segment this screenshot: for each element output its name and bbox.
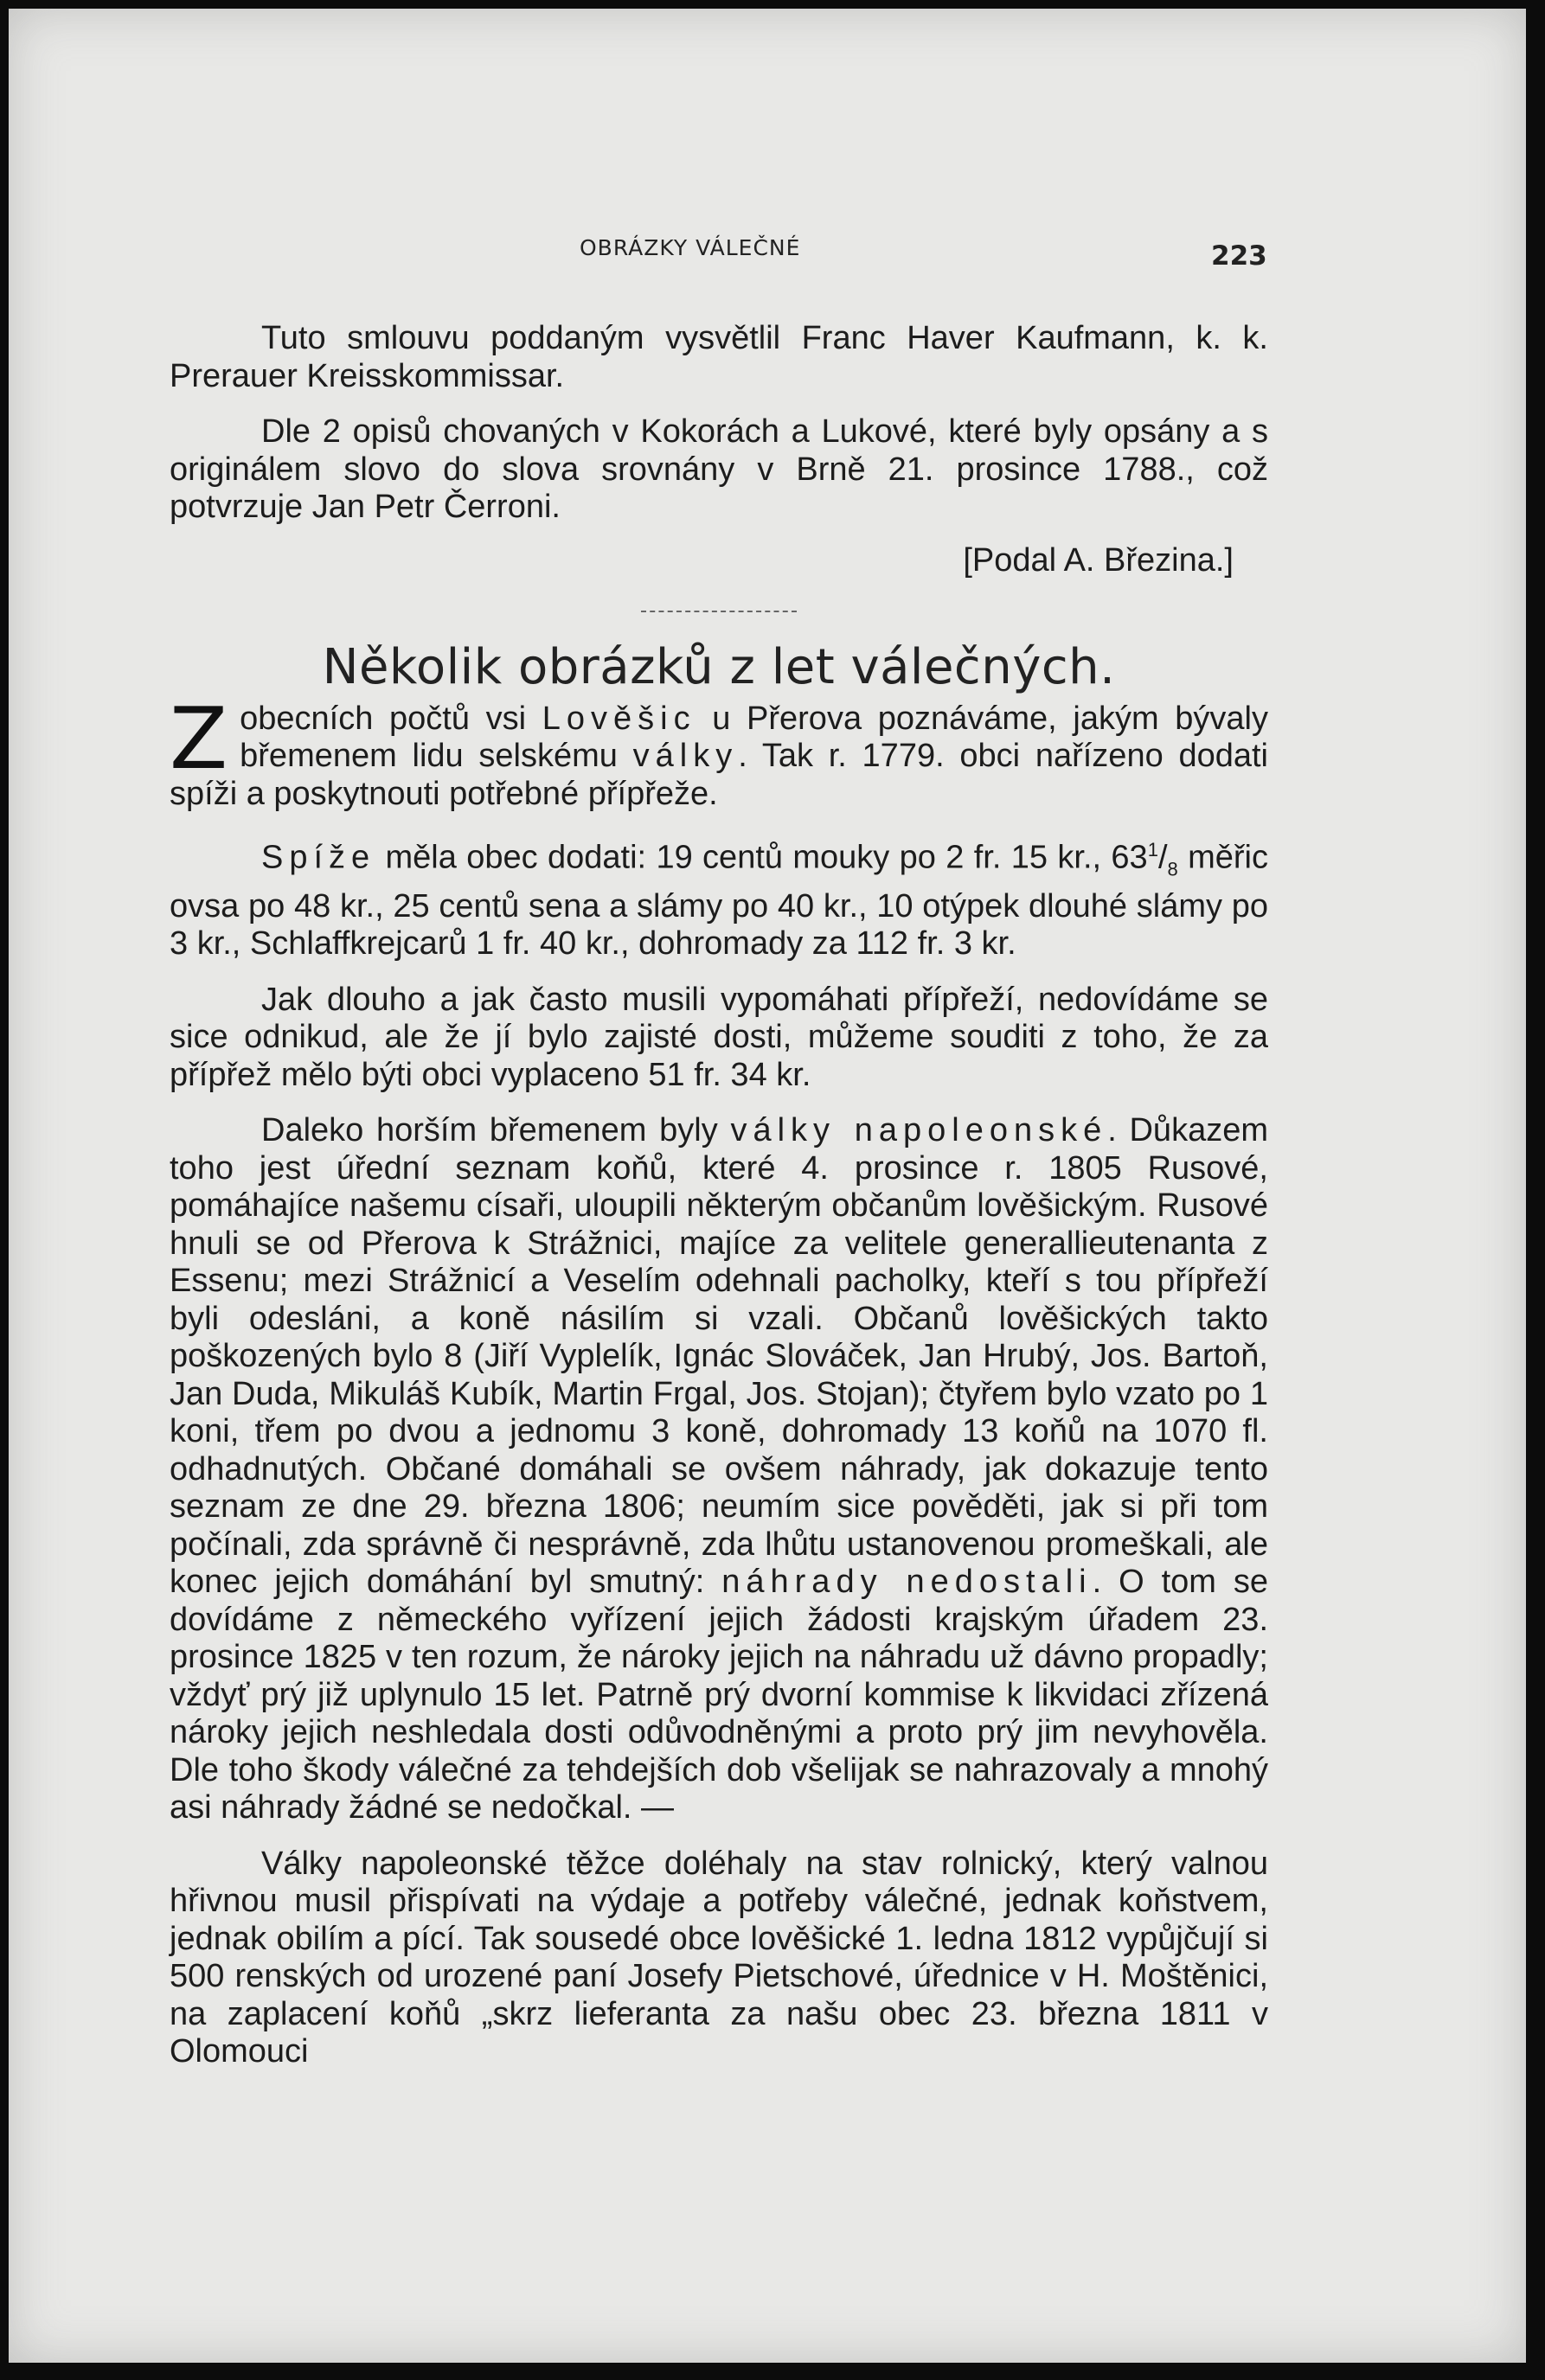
section-divider	[641, 611, 797, 612]
p2-text-b: měřic ovsa po 48 kr., 25 centů sena a slámy po 40 kr., 10 otýpek dlouhé slámy po 3 kr., Schlaffkrejcarů 1 fr. 40 kr., dohromady za 112 fr. 3 kr.	[170, 839, 1268, 963]
p4-text-a: Daleko horším břemenem byly	[261, 1112, 731, 1149]
p2-fraction-denominator: 8	[1167, 858, 1178, 880]
section-paragraph-4	[170, 1112, 1268, 1827]
p4-text-b: . Důkazem toho jest úřední seznam koňů, které 4. prosince r. 1805 Rusové, pomáhajíce našemu císaři, uloupili některým občanům lověšickým. Rusové hnuli se od Přerova k Strážnici, majíce za velitele generallieutenanta z Essenu; mezi Strážnicí a Veselím odehnali pacholky, kteří s tou přípřeží byli odesláni, a koně násilím si vzali. Občanů lověšických takto poškozených bylo 8 (Jiří Vyplelík, Ignác Slováček, Jan Hrubý, Jos. Bartoň, Jan Duda, Mikuláš Kubík, Martin Frgal, Jos. Stojan); čtyřem bylo vzato po 1 koni, třem po dvou a jednomu 3 koně, dohromady 13 koňů na 1070 fl. odhadnutých. Občané domáhali se ovšem náhrady, jak dokazuje tento seznam ze dne 29. března 1806; neumím sice pověděti, jak si při tom počínali, zda správně či nesprávně, zda lhůtu ustanovenou promeškali, ale konec jejich domáhání byl smutný:	[170, 1112, 1268, 1601]
p2-spize: Spíže	[261, 839, 376, 876]
section-paragraph-5: Války napoleonské těžce doléhaly na stav rolnický, který valnou hřivnou musil přispívati na výdaje a potřeby válečné, jednak koňstvem, jednak obilím a pící. Tak sousedé obce lověšické 1. ledna 1812 vypůjčují si 500 renských od urozené paní Josefy Pietschové, úřednice v H. Moštěnici, na zaplacení koňů „skrz lieferanta za našu obec 23. března 1811 v Olomouci	[170, 1845, 1268, 2070]
signature: [Podal A. Březina.]	[963, 541, 1234, 579]
section-title: Několik obrázků z let válečných.	[322, 639, 1116, 695]
p1-text-b: u Přerova poznáváme, jakým bývaly břemenem lidu selskému	[240, 700, 1268, 774]
p4-nahrady-nedostali: náhrady nedostali	[721, 1564, 1093, 1601]
section-paragraph-2: Spíže měla obec dodati: 19 centů mouky po 2 fr. 15 kr., $63^1/_8$ měřic ovsa po 48 kr., 25 centů sena a slámy po 40 kr., 10 otýpek dlouhé slámy po 3 kr., Schlaffkrejcarů 1 fr. 40 kr., dohromady za 112 fr. 3 kr.	[170, 839, 1268, 963]
section-paragraph-1	[170, 689, 1268, 814]
book-page	[9, 9, 1526, 2363]
p1-text-a: obecních počtů vsi	[240, 700, 542, 737]
drop-cap: Z	[170, 689, 228, 789]
p4-valky-napoleonske: války napoleonské	[730, 1112, 1108, 1149]
p2-text-a: měla obec dodati: 19 centů mouky po 2 fr. 15 kr., 63	[375, 839, 1148, 876]
p1-text-c: . Tak r. 1779. obci nařízeno dodati spíži a poskytnouti potřebné přípřeže.	[170, 738, 1268, 812]
page-body	[170, 320, 1268, 2071]
section-paragraph-3: Jak dlouho a jak často musili vypomáhati přípřeží, nedovídáme se sice odnikud, ale že jí bylo zajisté dosti, můžeme souditi z toho, že za přípřež mělo býti obci vyplaceno 51 fr. 34 kr.	[170, 981, 1268, 1093]
page-number: 223	[1211, 240, 1267, 272]
page-header	[9, 235, 1526, 270]
p1-valky: války	[632, 738, 739, 774]
p1-lovesic: Lověšic	[542, 700, 696, 737]
running-head: OBRÁZKY VÁLEČNÉ	[580, 235, 801, 260]
p2-fraction-numerator: 1	[1147, 839, 1158, 861]
intro-paragraph-2: Dle 2 opisů chovaných v Kokorách a Lukové, které byly opsány a s originálem slovo do slova srovnány v Brně 21. prosince 1788., což potvrzuje Jan Petr Čerroni.	[170, 413, 1268, 525]
p4-text-c: . O tom se dovídáme z německého vyřízení jejich žádosti krajským úřadem 23. prosince 1825 v ten rozum, že nároky jejich na náhradu už dávno propadly; vždyť prý již uplynulo 15 let. Patrně prý dvorní kommise k likvidaci zřízená nároky jejich neshledala dosti odůvodněnými a proto prý jim nevyhověla. Dle toho škody válečné za tehdejších dob všelijak se nahrazovaly a mnohý asi náhrady žádné se nedočkal. —	[170, 1564, 1268, 1827]
intro-paragraph-1: Tuto smlouvu poddaným vysvětlil Franc Haver Kaufmann, k. k. Prerauer Kreisskommissar.	[170, 320, 1268, 394]
